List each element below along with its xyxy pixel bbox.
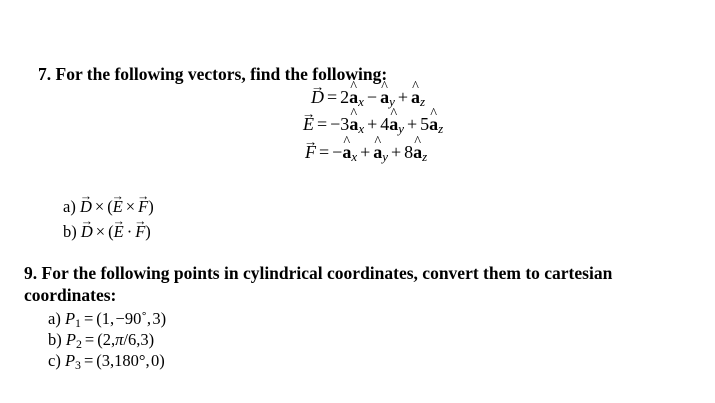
problem-7-heading: 7. For the following vectors, find the following: [38,64,388,84]
equation-f: → F = −^ $a_x$ +^ $a_y$ + 8^ $a_z$ [305,142,427,163]
equation-e: → E = −3^ $a_x$ + 4^ $a_y$ + 5^ $a_z$ [303,114,443,135]
problem-9-heading-line2: coordinates: [24,285,117,305]
problem-7-part-b: b) → D × (→ E ·→ F) [63,222,151,242]
problem-7-part-a: a) → D × (→ E ×→ F) [63,197,154,217]
problem-9-heading-line1: 9. For the following points in cylindrical coordinates, convert them to cartesian [24,263,613,283]
equation-d: → D = 2^ $a_x$ −^ $a_y$ +^ $a_z$ [311,87,425,108]
problem-9-part-b: b) $P_2 = (2,\pi/6,3)$ [48,330,155,351]
problem-9-part-c: c) $P_3 = (3,180^\circ$, 0) [48,351,165,372]
problem-9-part-a: a) $P_1 = (1$, −90˚, 3) [48,309,167,330]
